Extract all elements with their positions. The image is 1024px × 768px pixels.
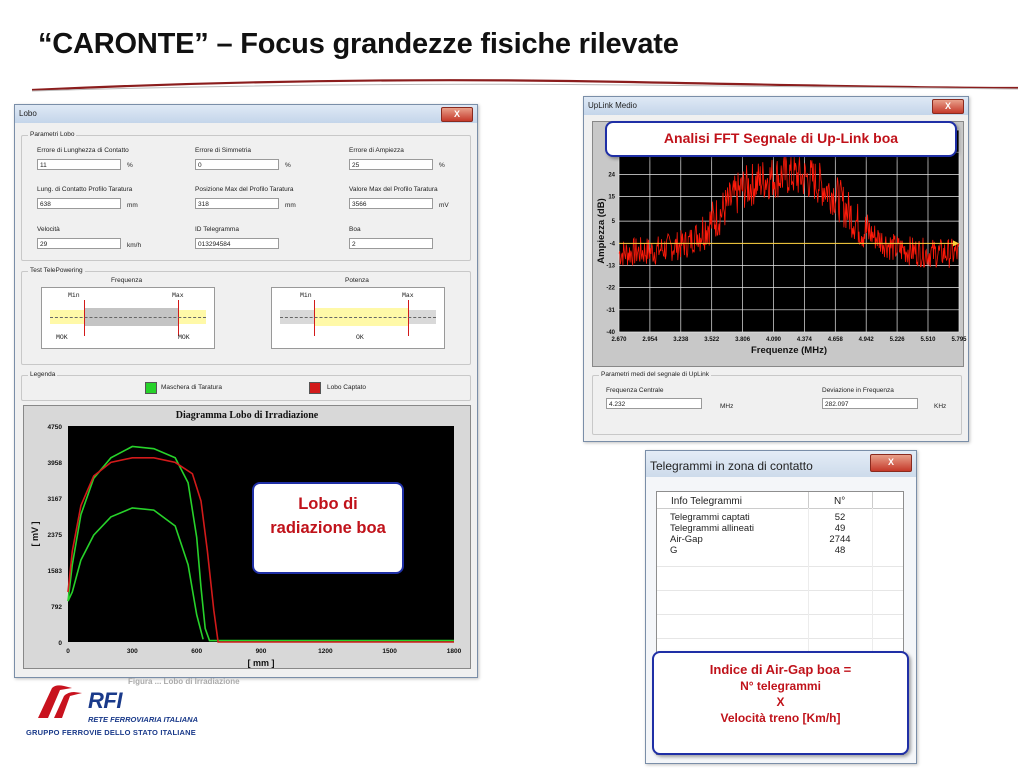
freq-label: Frequenza <box>111 277 143 284</box>
x-tick-label: 3.522 <box>704 337 720 343</box>
x-tick-label: 300 <box>126 648 138 655</box>
col-info-header[interactable]: Info Telegrammi <box>671 496 742 507</box>
legend-group <box>21 371 471 401</box>
field-unit: % <box>127 162 133 169</box>
x-tick-label: 4.942 <box>858 337 874 343</box>
field-label: Errore di Lunghezza di Contatto <box>37 147 129 154</box>
row-value: 49 <box>834 523 846 534</box>
rfi-brand: RFI <box>88 688 122 713</box>
uplink-window-titlebar[interactable] <box>584 97 968 115</box>
row-value: 2744 <box>829 534 851 545</box>
telegrammi-close-button[interactable]: X <box>870 454 912 472</box>
list-col-divider <box>808 508 809 652</box>
field-unit: km/h <box>127 242 142 249</box>
field-label: Errore di Ampiezza <box>349 147 404 154</box>
fft-callout <box>605 121 957 157</box>
x-tick-label: 5.795 <box>951 337 967 343</box>
airgap-formula-line: N° telegrammi <box>740 679 821 693</box>
deviation-unit: KHz <box>934 403 947 410</box>
field-unit: mm <box>285 202 296 209</box>
y-tick-label: -13 <box>606 263 615 270</box>
rfi-name: RETE FERROVIARIA ITALIANA <box>88 715 198 724</box>
y-tick-label: -40 <box>606 330 615 336</box>
gauge-max-label: Max <box>402 292 414 299</box>
rfi-group: GRUPPO FERROVIE DELLO STATO ITALIANE <box>26 728 196 737</box>
x-tick-label: 3.806 <box>735 337 751 343</box>
x-tick-label: 900 <box>255 648 267 655</box>
x-tick-label: 5.510 <box>920 337 936 343</box>
power-gauge <box>271 287 445 349</box>
airgap-formula-line: Velocità treno [Km/h] <box>720 711 841 725</box>
y-tick-label: 1583 <box>47 568 62 576</box>
plot-area <box>619 130 959 332</box>
field-label: Velocità <box>37 226 60 233</box>
slide-title: “CARONTE” – Focus grandezze fisiche rilevate <box>38 28 679 60</box>
field-label: Valore Max del Profilo Taratura <box>349 186 438 193</box>
field-label: Lung. di Contatto Profilo Taratura <box>37 186 133 193</box>
x-tick-label: 1200 <box>318 648 333 655</box>
lobo-window-titlebar[interactable] <box>15 105 477 123</box>
speed-field[interactable]: 29 <box>37 238 121 249</box>
list-gridline <box>657 590 903 591</box>
freq-central-unit: MHz <box>720 403 734 410</box>
legend-captured-label: Lobo Captato <box>327 384 367 391</box>
boa-field[interactable]: 2 <box>349 238 433 249</box>
deviation-label: Deviazione in Frequenza <box>822 387 894 394</box>
telegram-id-field[interactable]: 013294584 <box>195 238 279 249</box>
gauge-right-status: MOK <box>178 334 190 341</box>
fft-chart-frame <box>592 121 967 367</box>
uplink-close-button[interactable]: X <box>932 99 964 114</box>
field-label: ID Telegramma <box>195 226 239 233</box>
gauge-min-marker <box>314 300 315 336</box>
fft-chart <box>593 122 967 366</box>
y-tick-label: 0 <box>58 640 62 647</box>
y-axis-label: Ampiezza (dB) <box>596 198 607 264</box>
lobo-window-title: Lobo <box>19 109 37 118</box>
gauge-min-label: Min <box>300 292 312 299</box>
list-gridline <box>657 638 903 639</box>
power-label: Potenza <box>345 277 369 284</box>
x-tick-label: 4.374 <box>796 337 812 343</box>
header-divider <box>872 492 873 508</box>
header-divider <box>808 492 809 508</box>
title-underline <box>30 74 1020 98</box>
x-tick-label: 4.658 <box>827 337 843 343</box>
symmetry-error-field[interactable]: 0 <box>195 159 279 170</box>
field-unit: % <box>439 162 445 169</box>
y-tick-label: -31 <box>606 307 615 314</box>
x-tick-label: 0 <box>66 648 70 655</box>
max-position-field[interactable]: 318 <box>195 198 279 209</box>
x-axis-label: Frequenze (MHz) <box>751 345 827 356</box>
col-n-header[interactable]: N° <box>834 496 846 507</box>
gauge-max-marker <box>408 300 409 336</box>
uplink-window-title: UpLink Medio <box>588 101 637 110</box>
list-gridline <box>657 566 903 567</box>
x-axis-label: [ mm ] <box>247 658 275 668</box>
x-tick-label: 4.090 <box>765 337 782 343</box>
y-tick-label: 3958 <box>47 460 62 468</box>
gauge-min-label: Min <box>68 292 80 299</box>
x-tick-label: 2.954 <box>642 337 658 343</box>
x-tick-label: 1800 <box>446 648 462 655</box>
list-col-divider <box>872 508 873 652</box>
field-unit: mV <box>439 202 449 209</box>
airgap-formula-line: Indice di Air-Gap boa = <box>709 662 852 677</box>
y-tick-label: -22 <box>606 285 615 292</box>
list-gridline <box>657 614 903 615</box>
telegrammi-window-title: Telegrammi in zona di contatto <box>650 459 813 473</box>
row-label: Telegrammi captati <box>670 512 750 523</box>
legend-group-label: Legenda <box>30 371 56 378</box>
y-tick-label: 5 <box>611 219 615 226</box>
y-tick-label: -4 <box>609 241 615 248</box>
frequency-gauge <box>41 287 215 349</box>
y-tick-label: 4750 <box>47 424 62 431</box>
x-tick-label: 2.670 <box>611 337 627 343</box>
y-tick-label: 24 <box>608 172 615 179</box>
lobo-callout-text: Lobo di radiazione boa <box>270 495 386 537</box>
x-tick-label: 1500 <box>382 648 397 655</box>
gauge-axis <box>280 317 436 318</box>
airgap-formula-line: X <box>776 695 785 709</box>
row-value: 48 <box>834 545 846 556</box>
freq-central-label: Frequenza Centrale <box>606 387 664 394</box>
gauge-center-status: OK <box>356 334 364 341</box>
y-tick-label: 792 <box>51 603 62 611</box>
legend-mask-label: Maschera di Taratura <box>161 384 222 391</box>
row-label: Air-Gap <box>670 534 703 545</box>
field-label: Errore di Simmetria <box>195 147 251 154</box>
gauge-left-status: MOK <box>56 334 68 341</box>
x-tick-label: 3.238 <box>673 337 689 343</box>
freq-central-field[interactable]: 4.232 <box>606 398 702 409</box>
rfi-logo-mark-icon <box>30 684 88 720</box>
lobo-callout <box>252 482 404 574</box>
row-label: G <box>670 545 678 556</box>
y-tick-label: 15 <box>608 194 615 201</box>
deviation-field[interactable]: 282.097 <box>822 398 918 409</box>
legend-captured-swatch <box>309 382 321 394</box>
field-unit: mm <box>127 202 138 209</box>
contact-length-field[interactable]: 638 <box>37 198 121 209</box>
y-axis-label: [ mV ] <box>30 521 40 547</box>
table-row[interactable] <box>660 545 872 557</box>
rfi-logo <box>26 684 246 744</box>
gauge-max-label: Max <box>172 292 184 299</box>
field-unit: % <box>285 162 291 169</box>
fft-callout-text: Analisi FFT Segnale di Up-Link boa <box>663 130 899 146</box>
gauge-axis <box>50 317 206 318</box>
row-value: 52 <box>834 512 846 523</box>
max-value-field[interactable]: 3566 <box>349 198 433 209</box>
gauge-max-marker <box>178 300 179 336</box>
field-label: Boa <box>349 226 361 233</box>
field-label: Posizione Max del Profilo Taratura <box>195 186 294 193</box>
uplink-params-group-label: Parametri medi del segnale di UpLink <box>601 371 710 378</box>
amplitude-error-field[interactable]: 25 <box>349 159 433 170</box>
y-tick-label: 3167 <box>47 495 62 503</box>
telepowering-group-label: Test TelePowering <box>30 267 83 274</box>
airgap-callout <box>652 651 909 755</box>
x-tick-label: 600 <box>191 648 203 655</box>
figure-caption: Figura ... Lobo di Irradiazione <box>128 677 240 686</box>
x-tick-label: 5.226 <box>889 337 905 343</box>
row-label: Telegrammi allineati <box>670 523 754 534</box>
params-group-label: Parametri Lobo <box>30 131 75 138</box>
lobo-close-button[interactable]: X <box>441 107 473 122</box>
chart-title: Diagramma Lobo di Irradiazione <box>175 410 319 421</box>
lobo-window <box>14 104 478 678</box>
gauge-min-marker <box>84 300 85 336</box>
contact-length-error-field[interactable]: 11 <box>37 159 121 170</box>
y-tick-label: 2375 <box>47 532 62 539</box>
legend-mask-swatch <box>145 382 157 394</box>
